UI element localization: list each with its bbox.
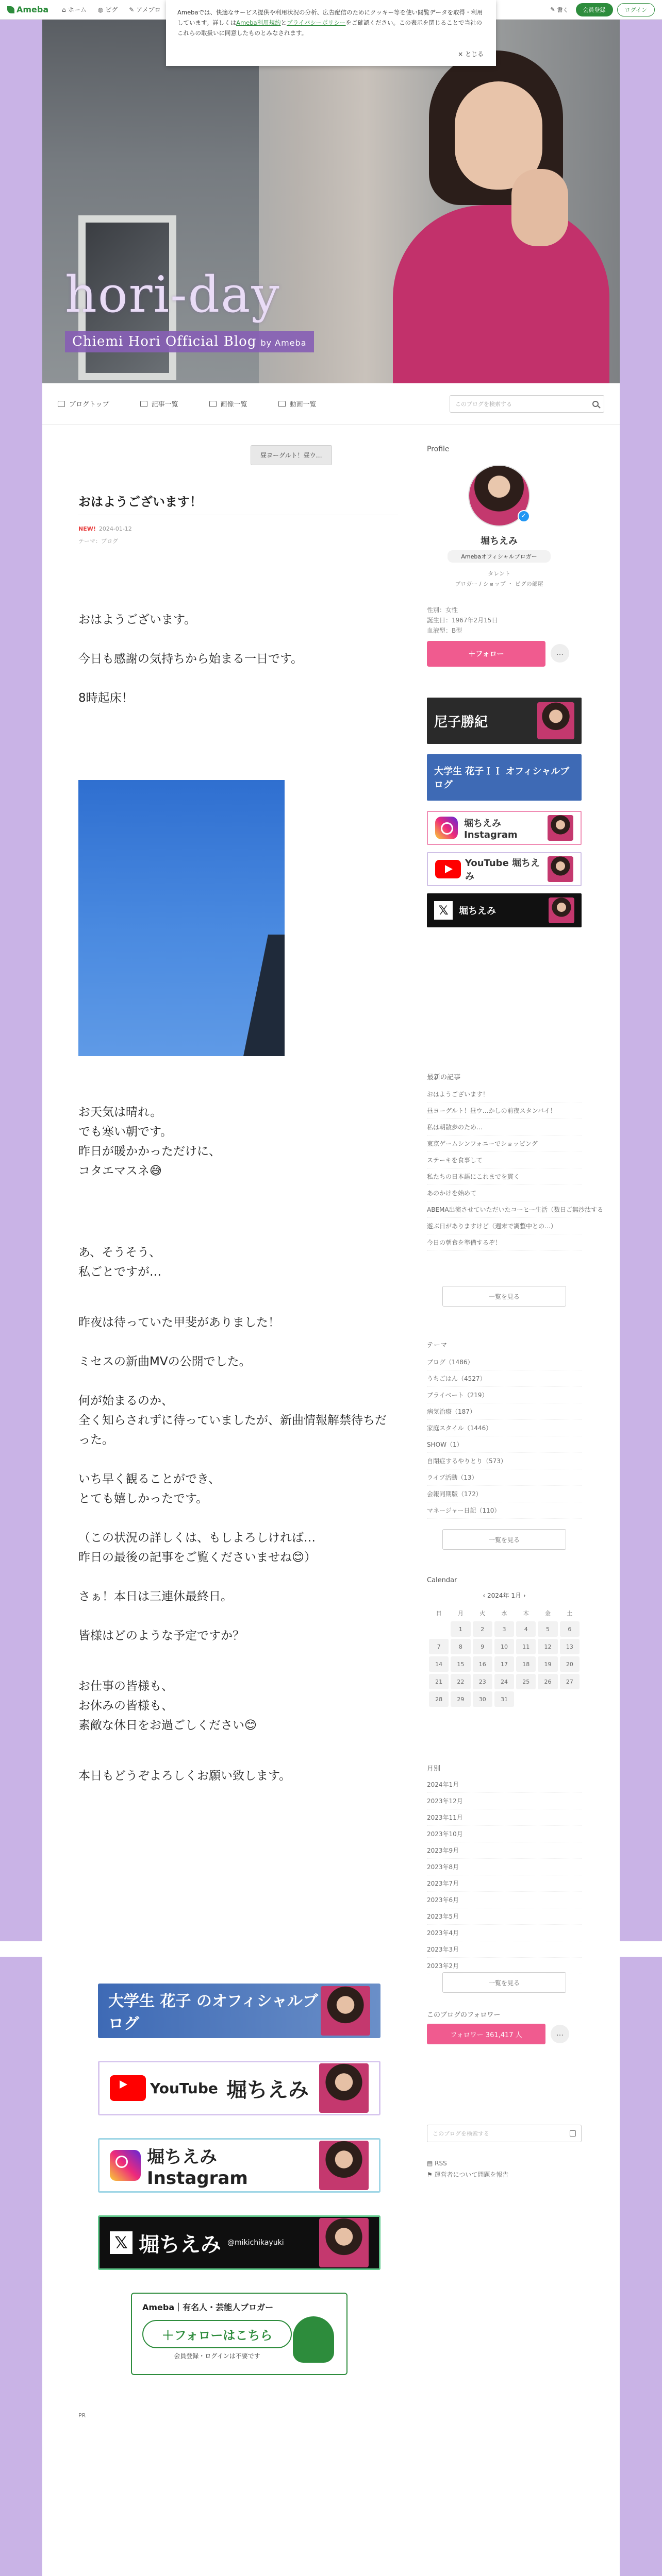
sidebar-banner-youtube[interactable]: YouTube 堀ちえみ	[427, 852, 582, 886]
banner-thumbnail	[319, 2218, 369, 2267]
x-icon: 𝕏	[434, 901, 453, 920]
pen-icon: ✎	[550, 6, 555, 13]
instagram-icon	[435, 817, 458, 839]
theme-heading: テーマ	[427, 1342, 448, 1349]
calendar-day[interactable]: 25	[516, 1674, 536, 1689]
month-item[interactable]: 2023年12月	[427, 1793, 582, 1809]
instagram-icon	[110, 2150, 141, 2181]
terms-link[interactable]: Ameba利用規約	[236, 19, 281, 27]
calendar-day[interactable]: 15	[451, 1656, 470, 1672]
month-item[interactable]: 2023年2月	[427, 1958, 582, 1974]
ameba-follow-cta[interactable]: ＋フォローはこちら	[142, 2320, 292, 2348]
month-item[interactable]: 2023年11月	[427, 1809, 582, 1826]
profile-description: タレント ブロガー / ショップ ・ ピグの部屋	[455, 570, 543, 587]
follow-button[interactable]: ＋フォロー	[427, 641, 545, 667]
ad-label: PR	[78, 2412, 86, 2419]
calendar-day[interactable]: 31	[494, 1691, 514, 1707]
calendar-day	[560, 1691, 580, 1707]
recent-item[interactable]: 今日の朝食を準備するぞ！	[427, 1234, 582, 1251]
blog-top-icon	[58, 401, 65, 407]
flag-icon: ⚑	[427, 2171, 435, 2178]
calendar-day[interactable]: 20	[560, 1656, 580, 1672]
month-heading: 月別	[427, 1765, 441, 1773]
theme-item[interactable]: 会報同期版（172）	[427, 1486, 582, 1502]
camera-icon	[209, 401, 217, 407]
official-badge: Amebaオフィシャルブロガー	[448, 550, 551, 563]
theme-item[interactable]: SHOW（1）	[427, 1436, 582, 1453]
article-paragraph: ミセスの新曲MVの公開でした。	[78, 1355, 251, 1368]
report-link[interactable]: ⚑ 運営者について問題を報告	[427, 2171, 509, 2178]
new-badge: NEW!	[78, 526, 96, 532]
banner-thumbnail	[548, 856, 573, 882]
blog-nav	[42, 383, 620, 425]
banner-thumbnail	[319, 2141, 369, 2190]
calendar-day[interactable]: 9	[473, 1639, 492, 1654]
calendar-day[interactable]: 11	[516, 1639, 536, 1654]
month-item[interactable]: 2023年8月	[427, 1859, 582, 1875]
theme-more-button[interactable]: 一覧を見る	[442, 1529, 566, 1550]
calendar-table	[427, 1605, 582, 1709]
article-paragraph: 本日もどうぞよろしくお願い致します。	[78, 1769, 291, 1783]
calendar-day[interactable]: 27	[560, 1674, 580, 1689]
month-item[interactable]: 2023年3月	[427, 1941, 582, 1958]
calendar-day[interactable]: 23	[473, 1674, 492, 1689]
pigg-icon: ◍	[97, 6, 104, 13]
calendar-day[interactable]: 24	[494, 1674, 514, 1689]
calendar-day[interactable]: 14	[429, 1656, 449, 1672]
article-paragraph: さぁ！本日は三連休最終日。	[78, 1590, 233, 1603]
recent-articles-list	[427, 1086, 604, 1251]
blog-subtitle: Chiemi Hori Official Blog by Ameba	[65, 331, 314, 352]
article-paragraph: 8時起床！	[78, 691, 134, 705]
ameba-logo[interactable]: Ameba	[7, 5, 48, 14]
calendar-day[interactable]: 1	[451, 1621, 470, 1637]
month-item[interactable]: 2023年6月	[427, 1892, 582, 1908]
search-icon[interactable]	[592, 401, 599, 407]
write-button[interactable]: ✎ 書く	[550, 6, 569, 13]
blog-header[interactable]	[42, 20, 620, 383]
recent-item[interactable]: あのかけを始めて	[427, 1185, 582, 1201]
calendar-day[interactable]: 21	[429, 1674, 449, 1689]
cookie-close-button[interactable]: × とじる	[458, 50, 484, 58]
article-title[interactable]: おはようございます！	[78, 495, 202, 509]
nav-blog-top[interactable]: ブログトップ	[58, 399, 109, 409]
calendar-day[interactable]: 26	[538, 1674, 557, 1689]
sidebar-search-input[interactable]: このブログを検索する	[427, 2125, 582, 2142]
month-more-button[interactable]: 一覧を見る	[442, 1972, 566, 1993]
lower-banner-x[interactable]: 𝕏 堀ちえみ @mikichikayuki	[98, 2215, 380, 2270]
calendar-day[interactable]: 5	[538, 1621, 557, 1637]
recent-item[interactable]: 私は朝散歩のため…	[427, 1119, 582, 1136]
profile-info: 性別：女性 誕生日：1967年2月15日 血液型：B型	[427, 606, 498, 634]
recent-item[interactable]: 昼ヨーグルト！昼ウ…かしの前夜スタンバイ！	[427, 1103, 582, 1119]
sidebar-banner-x[interactable]: 𝕏 堀ちえみ	[427, 893, 582, 927]
calendar-weekday: 水	[501, 1610, 507, 1617]
calendar-day[interactable]: 3	[494, 1621, 514, 1637]
calendar-weekday: 土	[567, 1610, 573, 1617]
recent-item[interactable]: 私たちの日本語にこれまでを貫く	[427, 1168, 582, 1185]
recent-item[interactable]: 遊ぶ日がありますけど（週末で調整中との…）	[427, 1218, 582, 1234]
more-options-button[interactable]: …	[551, 644, 569, 663]
cookie-notice: Amebaでは、快適なサービス提供や利用状況の分析、広告配信のためにクッキー等を使い閲覧データを取得・利用しています。詳しくはAmeba利用規約とプライバシーポリシーをご確認ください。この表示を閉じることで当社のこれらの取扱いに同意したものとみなされます。 × とじる	[166, 0, 496, 66]
calendar	[427, 1591, 582, 1709]
calendar-day[interactable]: 29	[451, 1691, 470, 1707]
calendar-weekday: 火	[479, 1610, 486, 1617]
follower-heading: このブログのフォロワー	[427, 2011, 501, 2019]
month-item[interactable]: 2023年4月	[427, 1925, 582, 1941]
recent-heading: 最新の記事	[427, 1074, 461, 1081]
sidebar-links	[427, 2158, 508, 2180]
article-body	[78, 610, 398, 727]
search-icon[interactable]	[570, 2130, 576, 2137]
article-date: 2024-01-12	[98, 526, 132, 532]
calendar-caption: ‹ 2024年 1月 ›	[483, 1592, 526, 1599]
theme-item[interactable]: マネージャー日記（110）	[427, 1502, 582, 1519]
calendar-day[interactable]: 8	[451, 1639, 470, 1654]
global-bar-actions	[550, 3, 655, 16]
banner-thumbnail	[549, 897, 574, 923]
calendar-day[interactable]: 16	[473, 1656, 492, 1672]
sidebar-banner-amako[interactable]: 尼子勝紀	[427, 698, 582, 744]
avatar[interactable]	[468, 465, 530, 527]
article-theme[interactable]: テーマ：ブログ	[78, 538, 118, 545]
privacy-link[interactable]: プライバシーポリシー	[287, 19, 346, 27]
nav-video-list[interactable]: 動画一覧	[278, 399, 317, 409]
blog-page	[42, 425, 620, 2576]
calendar-day	[516, 1691, 536, 1707]
article-paragraph: 皆様はどのような予定ですか？	[78, 1629, 244, 1642]
recent-more-button[interactable]: 一覧を見る	[442, 1286, 566, 1307]
calendar-day[interactable]: 13	[560, 1639, 580, 1654]
banner-thumbnail	[321, 1986, 370, 2036]
article-paragraph: おはようございます。	[78, 613, 196, 626]
x-icon: 𝕏	[110, 2231, 133, 2254]
video-icon	[278, 401, 286, 407]
recent-item[interactable]: おはようございます！	[427, 1086, 582, 1103]
calendar-prev-icon[interactable]: ‹	[483, 1592, 487, 1599]
month-item[interactable]: 2023年9月	[427, 1842, 582, 1859]
month-item[interactable]: 2023年5月	[427, 1908, 582, 1925]
article-list-icon	[140, 401, 147, 407]
article-paragraph: 何が始まるのか、 全く知らされずに待っていましたが、新曲情報解禁待ちだった。	[78, 1394, 387, 1447]
calendar-day	[538, 1691, 557, 1707]
calendar-day[interactable]: 17	[494, 1656, 514, 1672]
theme-item[interactable]: ライブ活動（13）	[427, 1469, 582, 1486]
banner-thumbnail	[537, 702, 574, 739]
rss-icon: ▤	[427, 2160, 435, 2167]
recent-item[interactable]: 東京ゲームシンフォニーでショッピング	[427, 1136, 582, 1152]
rss-link[interactable]: ▤ RSS	[427, 2160, 447, 2167]
month-item[interactable]: 2023年10月	[427, 1826, 582, 1842]
verified-icon: ✓	[518, 510, 530, 522]
article-meta	[78, 526, 132, 532]
article-paragraph: 今日も感謝の気持ちから始まる一日です。	[78, 652, 303, 666]
article-photo-sky[interactable]	[78, 780, 285, 1056]
calendar-day[interactable]: 30	[473, 1691, 492, 1707]
article-paragraph: お天気は晴れ。 でも寒い朝です。 昨日が暖かかっただけに、 コタエマスネ😅	[78, 1106, 221, 1178]
lower-banner-official[interactable]: 大学生 花子 のオフィシャルブログ	[98, 1984, 380, 2038]
youtube-icon	[435, 860, 461, 878]
prev-article-button[interactable]: 昼ヨーグルト！昼ウ…	[251, 445, 332, 465]
login-button[interactable]: ログイン	[617, 3, 655, 16]
calendar-weekday: 月	[457, 1610, 464, 1617]
month-item[interactable]: 2024年1月	[427, 1776, 582, 1793]
calendar-heading: Calendar	[427, 1577, 457, 1584]
calendar-weekday: 日	[436, 1610, 442, 1617]
article-body-2	[78, 1103, 398, 1805]
calendar-day[interactable]: 10	[494, 1639, 514, 1654]
ameba-leaf-icon	[7, 6, 14, 13]
follower-more-button[interactable]: …	[551, 2025, 569, 2043]
youtube-icon	[110, 2075, 146, 2101]
calendar-day[interactable]: 7	[429, 1639, 449, 1654]
banner-thumbnail	[319, 2063, 369, 2113]
article-paragraph: 昨夜は待っていた甲斐がありました！	[78, 1316, 280, 1329]
calendar-day	[429, 1621, 449, 1637]
blog-search-input[interactable]: このブログを検索する	[450, 395, 604, 413]
calendar-next-icon[interactable]: ›	[521, 1592, 526, 1599]
ameba-follow-card[interactable]: Ameba｜有名人・芸能人ブロガー ＋フォローはこちら 会員登録・ログインは不要です	[131, 2293, 347, 2375]
theme-item[interactable]: ブログ（1486）	[427, 1354, 582, 1370]
profile-name[interactable]: 堀ちえみ	[481, 536, 518, 547]
calendar-day[interactable]: 12	[538, 1639, 557, 1654]
month-list	[427, 1776, 582, 1974]
recent-item[interactable]: ABEMA出演させていただいたコーヒー生活（数日ご無沙汰する	[427, 1201, 582, 1218]
sidebar-banner-instagram[interactable]: 堀ちえみ Instagram	[427, 811, 582, 845]
calendar-day[interactable]: 28	[429, 1691, 449, 1707]
month-item[interactable]: 2023年7月	[427, 1875, 582, 1892]
lower-banner-youtube[interactable]: YouTube 堀ちえみ	[98, 2061, 380, 2115]
home-icon: ⌂	[62, 6, 66, 13]
follower-follow-button[interactable]: フォロワー 361,417 人	[427, 2024, 545, 2044]
theme-item[interactable]: うちごはん（4527）	[427, 1370, 582, 1387]
article-paragraph: お仕事の皆様も、 お休みの皆様も、 素敵な休日をお過ごしください😊	[78, 1680, 257, 1732]
calendar-day[interactable]: 2	[473, 1621, 492, 1637]
nav-pigg[interactable]: ◍ ピグ	[97, 6, 118, 13]
ameba-mascot-icon	[293, 2316, 334, 2363]
banner-thumbnail	[548, 815, 573, 841]
article-paragraph: （この状況の詳しくは、もしよろしければ… 昨日の最後の記事をご覧くださいませね😊）	[78, 1531, 316, 1564]
theme-item[interactable]: 自閉症するやりとり（573）	[427, 1453, 582, 1469]
calendar-weekday: 木	[523, 1610, 529, 1617]
global-nav	[62, 5, 160, 14]
nav-article-list[interactable]: 記事一覧	[140, 399, 178, 409]
calendar-day[interactable]: 4	[516, 1621, 536, 1637]
article-paragraph: あ、そうそう、 私ごとですが…	[78, 1246, 161, 1279]
nav-image-list[interactable]: 画像一覧	[209, 399, 247, 409]
sidebar-banner-official[interactable]: 大学生 花子ＩＩ オフィシャルブログ	[427, 754, 582, 801]
theme-item[interactable]: 病気治療（187）	[427, 1403, 582, 1420]
calendar-day[interactable]: 18	[516, 1656, 536, 1672]
calendar-day[interactable]: 19	[538, 1656, 557, 1672]
calendar-weekday: 金	[545, 1610, 551, 1617]
nav-ameblo[interactable]: ✎ アメブロ	[129, 6, 161, 13]
nav-home[interactable]: ⌂ ホーム	[62, 6, 87, 13]
blog-title: hori-day	[65, 266, 280, 324]
theme-item[interactable]: 家庭スタイル（1446）	[427, 1420, 582, 1436]
calendar-day[interactable]: 6	[560, 1621, 580, 1637]
lower-banner-instagram[interactable]: 堀ちえみ Instagram	[98, 2138, 380, 2193]
register-button[interactable]: 会員登録	[576, 3, 613, 16]
profile-heading: Profile	[427, 445, 450, 453]
theme-item[interactable]: プライベート（219）	[427, 1387, 582, 1403]
calendar-day[interactable]: 22	[451, 1674, 470, 1689]
header-portrait	[393, 50, 609, 383]
recent-item[interactable]: ステーキを食事して	[427, 1152, 582, 1168]
article-paragraph: いち早く観ることができ、 とても嬉しかったです。	[78, 1472, 221, 1505]
ameblo-icon: ✎	[129, 6, 135, 13]
theme-list	[427, 1354, 582, 1519]
